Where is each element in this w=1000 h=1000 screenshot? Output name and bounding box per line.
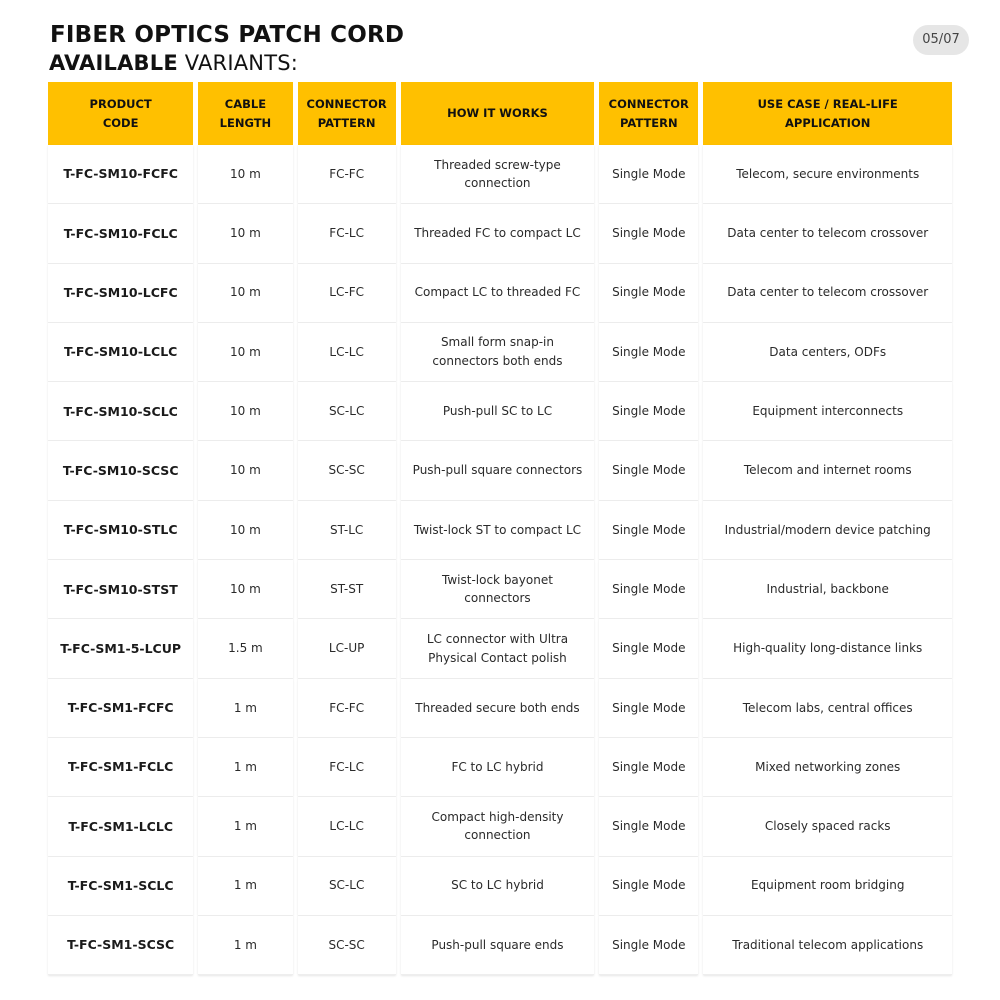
cell-use-case: Data center to telecom crossover	[703, 204, 952, 263]
cell-mode: Single Mode	[599, 857, 698, 916]
cell-cable-length: 10 m	[198, 441, 292, 500]
cell-use-case: Traditional telecom applications	[703, 916, 952, 975]
cell-product-code: T-FC-SM10-FCFC	[48, 145, 193, 204]
cell-mode: Single Mode	[599, 264, 698, 323]
page-subtitle	[49, 51, 298, 75]
cell-use-case: Industrial/modern device patching	[703, 501, 952, 560]
cell-how-it-works: Threaded FC to compact LC	[401, 204, 594, 263]
cell-connector-pattern: FC-LC	[298, 204, 396, 263]
table-header-row	[48, 82, 952, 145]
variants-table-container	[48, 82, 952, 975]
cell-how-it-works: Threaded secure both ends	[401, 679, 594, 738]
cell-connector-pattern: SC-LC	[298, 382, 396, 441]
cell-use-case: Industrial, backbone	[703, 560, 952, 619]
cell-product-code: T-FC-SM10-SCSC	[48, 441, 193, 500]
cell-how-it-works: Compact high-density connection	[401, 797, 594, 856]
cell-connector-pattern: LC-LC	[298, 323, 396, 382]
cell-mode: Single Mode	[599, 501, 698, 560]
header-use-case: USE CASE / REAL-LIFE APPLICATION	[703, 82, 952, 145]
cell-connector-pattern: LC-FC	[298, 264, 396, 323]
cell-mode: Single Mode	[599, 679, 698, 738]
cell-cable-length: 10 m	[198, 501, 292, 560]
cell-product-code: T-FC-SM10-FCLC	[48, 204, 193, 263]
table-row	[48, 560, 952, 619]
cell-use-case: Data centers, ODFs	[703, 323, 952, 382]
table-row	[48, 323, 952, 382]
cell-mode: Single Mode	[599, 738, 698, 797]
cell-mode: Single Mode	[599, 323, 698, 382]
cell-product-code: T-FC-SM1-5-LCUP	[48, 619, 193, 678]
cell-cable-length: 10 m	[198, 145, 292, 204]
cell-mode: Single Mode	[599, 441, 698, 500]
cell-product-code: T-FC-SM1-FCLC	[48, 738, 193, 797]
cell-mode: Single Mode	[599, 560, 698, 619]
cell-how-it-works: SC to LC hybrid	[401, 857, 594, 916]
cell-cable-length: 1 m	[198, 916, 292, 975]
cell-connector-pattern: ST-ST	[298, 560, 396, 619]
cell-how-it-works: FC to LC hybrid	[401, 738, 594, 797]
cell-cable-length: 1.5 m	[198, 619, 292, 678]
header-how-it-works: HOW IT WORKS	[401, 82, 594, 145]
cell-use-case: Mixed networking zones	[703, 738, 952, 797]
header-connector-pattern: CONNECTOR PATTERN	[298, 82, 396, 145]
page-title: FIBER OPTICS PATCH CORD	[50, 22, 405, 48]
cell-cable-length: 1 m	[198, 738, 292, 797]
cell-product-code: T-FC-SM10-SCLC	[48, 382, 193, 441]
cell-how-it-works: Twist-lock bayonet connectors	[401, 560, 594, 619]
cell-use-case: High-quality long-distance links	[703, 619, 952, 678]
cell-cable-length: 1 m	[198, 857, 292, 916]
cell-connector-pattern: LC-UP	[298, 619, 396, 678]
cell-use-case: Equipment interconnects	[703, 382, 952, 441]
cell-mode: Single Mode	[599, 145, 698, 204]
cell-product-code: T-FC-SM1-LCLC	[48, 797, 193, 856]
table-row	[48, 738, 952, 797]
cell-mode: Single Mode	[599, 797, 698, 856]
cell-cable-length: 10 m	[198, 204, 292, 263]
cell-use-case: Data center to telecom crossover	[703, 264, 952, 323]
cell-use-case: Telecom, secure environments	[703, 145, 952, 204]
table-row	[48, 145, 952, 204]
table-row	[48, 441, 952, 500]
cell-how-it-works: Push-pull SC to LC	[401, 382, 594, 441]
table-body	[48, 145, 952, 975]
table-row	[48, 382, 952, 441]
cell-use-case: Telecom and internet rooms	[703, 441, 952, 500]
cell-connector-pattern: ST-LC	[298, 501, 396, 560]
subtitle-bold: AVAILABLE	[49, 51, 178, 75]
cell-cable-length: 10 m	[198, 382, 292, 441]
variants-table	[43, 82, 957, 975]
cell-product-code: T-FC-SM1-SCLC	[48, 857, 193, 916]
cell-how-it-works: LC connector with Ultra Physical Contact polish	[401, 619, 594, 678]
cell-connector-pattern: FC-LC	[298, 738, 396, 797]
cell-mode: Single Mode	[599, 619, 698, 678]
table-row	[48, 679, 952, 738]
cell-connector-pattern: FC-FC	[298, 145, 396, 204]
table-row	[48, 264, 952, 323]
header-product-code: PRODUCT CODE	[48, 82, 193, 145]
cell-how-it-works: Compact LC to threaded FC	[401, 264, 594, 323]
cell-connector-pattern: SC-SC	[298, 441, 396, 500]
cell-how-it-works: Threaded screw-type connection	[401, 145, 594, 204]
cell-how-it-works: Push-pull square ends	[401, 916, 594, 975]
cell-connector-pattern: LC-LC	[298, 797, 396, 856]
cell-connector-pattern: SC-LC	[298, 857, 396, 916]
table-row	[48, 619, 952, 678]
cell-cable-length: 10 m	[198, 560, 292, 619]
cell-connector-pattern: SC-SC	[298, 916, 396, 975]
header-connector-pattern-2: CONNECTOR PATTERN	[599, 82, 698, 145]
cell-how-it-works: Push-pull square connectors	[401, 441, 594, 500]
cell-use-case: Closely spaced racks	[703, 797, 952, 856]
cell-product-code: T-FC-SM10-LCLC	[48, 323, 193, 382]
subtitle-rest: VARIANTS:	[177, 51, 299, 75]
cell-product-code: T-FC-SM10-STST	[48, 560, 193, 619]
cell-product-code: T-FC-SM1-SCSC	[48, 916, 193, 975]
cell-how-it-works: Twist-lock ST to compact LC	[401, 501, 594, 560]
table-row	[48, 857, 952, 916]
cell-product-code: T-FC-SM10-STLC	[48, 501, 193, 560]
cell-cable-length: 1 m	[198, 797, 292, 856]
cell-how-it-works: Small form snap-in connectors both ends	[401, 323, 594, 382]
cell-product-code: T-FC-SM10-LCFC	[48, 264, 193, 323]
table-row	[48, 501, 952, 560]
cell-mode: Single Mode	[599, 916, 698, 975]
page-indicator-badge: 05/07	[913, 25, 969, 55]
table-row	[48, 916, 952, 975]
table-row	[48, 204, 952, 263]
cell-cable-length: 1 m	[198, 679, 292, 738]
header-cable-length: CABLE LENGTH	[198, 82, 292, 145]
cell-mode: Single Mode	[599, 204, 698, 263]
table-row	[48, 797, 952, 856]
cell-connector-pattern: FC-FC	[298, 679, 396, 738]
cell-product-code: T-FC-SM1-FCFC	[48, 679, 193, 738]
cell-use-case: Equipment room bridging	[703, 857, 952, 916]
cell-mode: Single Mode	[599, 382, 698, 441]
cell-cable-length: 10 m	[198, 264, 292, 323]
cell-cable-length: 10 m	[198, 323, 292, 382]
cell-use-case: Telecom labs, central offices	[703, 679, 952, 738]
